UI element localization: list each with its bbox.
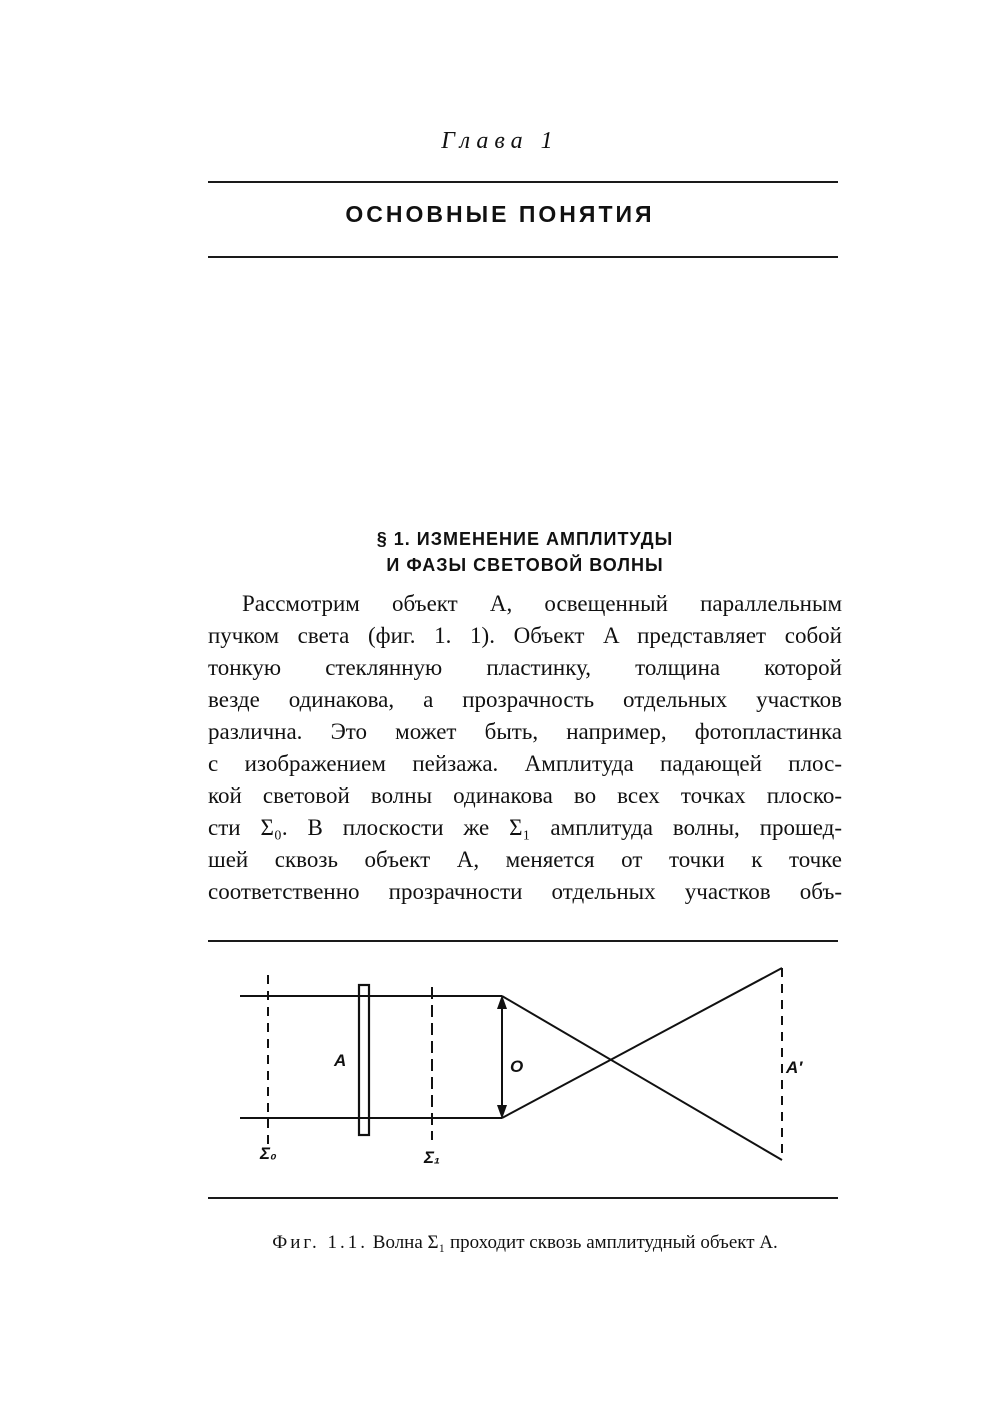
top-rule <box>208 181 838 183</box>
label-sigma1: Σ₁ <box>424 1148 441 1167</box>
object-plate <box>359 985 369 1135</box>
chapter-label: Глава 1 <box>441 128 559 154</box>
paragraph-line: тонкую стеклянную пластинку, толщина которой <box>208 655 842 680</box>
optics-diagram <box>200 955 850 1185</box>
ray-bottom-to-top <box>502 968 782 1118</box>
section-title-line-1: § 1. ИЗМЕНЕНИЕ АМПЛИТУДЫ <box>376 529 674 549</box>
paragraph-line: пучком света (фиг. 1. 1). Объект A представляет собой <box>208 623 842 648</box>
figure-1-1 <box>200 955 850 1185</box>
label-sigma0: Σ₀ <box>260 1144 277 1163</box>
caption-text: Волна Σ₁ проходит сквозь амплитудный объект A. <box>372 1232 778 1253</box>
label-lens-o: O <box>510 1057 524 1076</box>
paragraph-line: Рассмотрим объект A, освещенный параллельным <box>242 591 842 616</box>
figure-bottom-rule <box>208 1197 838 1199</box>
paragraph-line: шей сквозь объект A, меняется от точки к точке <box>208 847 842 872</box>
paragraph-line: различна. Это может быть, например, фотопластинка <box>208 719 842 744</box>
paragraph-line: с изображением пейзажа. Амплитуда падающей плос- <box>208 751 842 776</box>
paragraph-line: везде одинакова, а прозрачность отдельных участков <box>208 687 842 712</box>
body-paragraph <box>208 588 842 908</box>
chapter-title: ОСНОВНЫЕ ПОНЯТИЯ <box>345 201 655 227</box>
figure-top-rule <box>208 940 838 942</box>
label-object-a: A <box>334 1051 347 1070</box>
ray-top-to-bottom <box>502 996 782 1160</box>
paragraph-line: кой световой волны одинакова во всех точках плоско- <box>208 783 842 808</box>
paragraph-line: сти Σ₀. В плоскости же Σ₁ амплитуда волны, прошед- <box>208 815 842 840</box>
label-image-a-prime: A′ <box>786 1058 803 1077</box>
paragraph-line: соответственно прозрачности отдельных участков объ- <box>208 879 842 904</box>
chapter-bottom-rule <box>208 256 838 258</box>
figure-caption <box>208 1232 842 1254</box>
section-title <box>208 526 842 578</box>
section-title-line-2: И ФАЗЫ СВЕТОВОЙ ВОЛНЫ <box>386 555 664 575</box>
caption-prefix: Фиг. 1.1. <box>272 1232 369 1253</box>
